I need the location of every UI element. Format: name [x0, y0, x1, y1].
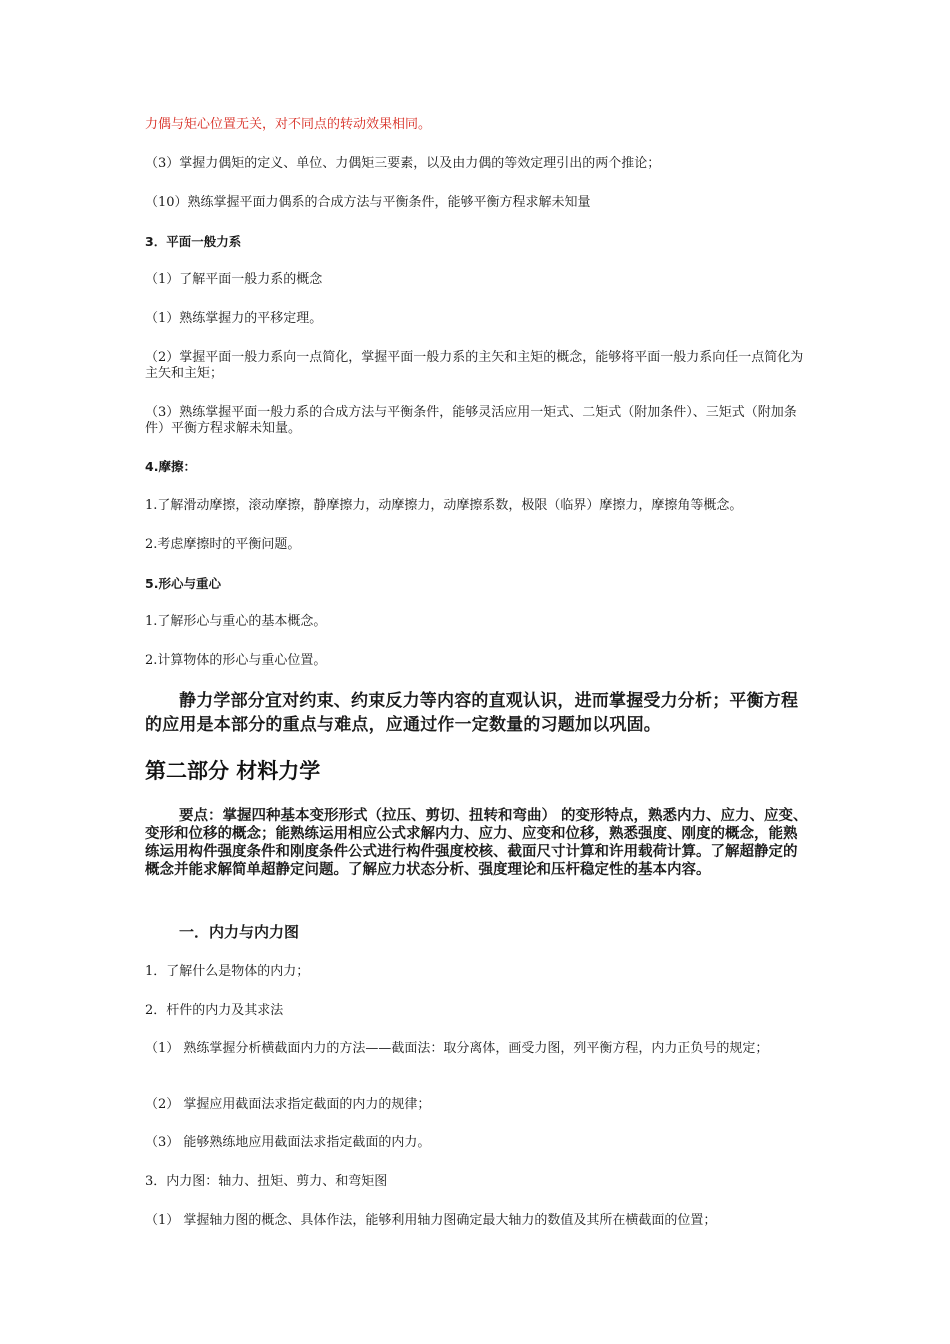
section-3-item-4: （3）熟练掌握平面一般力系的合成方法与平衡条件，能够灵活应用一矩式、二矩式（附加条件）、三矩式（附加条件）平衡方程求解未知量。	[145, 405, 797, 436]
section-3-title: 3．平面一般力系	[145, 234, 242, 249]
chapter-1-item-1: 1．了解什么是物体的内力；	[145, 964, 310, 979]
chapter-1-subitem-2: （2） 掌握应用截面法求指定截面的内力的规律；	[145, 1097, 431, 1112]
chapter-1-subitem-3: （3） 能够熟练地应用截面法求指定截面的内力。	[145, 1135, 431, 1150]
couple-definition-item: （3）掌握力偶矩的定义、单位、力偶矩三要素，以及由力偶的等效定理引出的两个推论；	[145, 156, 661, 171]
section-3-item-2: （1）熟练掌握力的平移定理。	[145, 311, 323, 326]
section-3-item-3: （2）掌握平面一般力系向一点简化，掌握平面一般力系的主矢和主矩的概念，能够将平面一般力系向任一点简化为主矢和主矩；	[145, 350, 804, 381]
chapter-1-title: 一．内力与内力图	[179, 923, 300, 941]
chapter-1-item-2: 2．杆件的内力及其求法	[145, 1003, 284, 1018]
part-2-keypoints: 要点：掌握四种基本变形形式（拉压、剪切、扭转和弯曲） 的变形特点，熟悉内力、应力、应变、变形和位移的概念；能熟练运用相应公式求解内力、应力、应变和位移，熟悉强度、刚度的概念，能熟练运用构件强度条件和刚度条件公式进行构件强度校核、截面尺寸计算和许用载荷计算。了解超静定的概念并能求解简单超静定问题。了解应力状态分析、强度理论和压杆稳定性的基本内容。	[145, 808, 808, 878]
chapter-1-subitem-1: （1） 熟练掌握分析横截面内力的方法——截面法：取分离体，画受力图，列平衡方程，内力正负号的规定；	[145, 1041, 769, 1056]
section-4-item-2: 2.考虑摩擦时的平衡问题。	[145, 537, 301, 552]
section-4-title: 4.摩擦：	[145, 459, 196, 474]
section-3-item-1: （1）了解平面一般力系的概念	[145, 272, 323, 287]
section-5-item-2: 2.计算物体的形心与重心位置。	[145, 653, 327, 668]
statics-summary: 静力学部分宜对约束、约束反力等内容的直观认识，进而掌握受力分析；平衡方程的应用是本部分的重点与难点，应通过作一定数量的习题加以巩固。	[145, 691, 799, 735]
chapter-1-subitem-4: （1） 掌握轴力图的概念、具体作法，能够利用轴力图确定最大轴力的数值及其所在横截面的位置；	[145, 1213, 717, 1228]
section-5-title: 5.形心与重心	[145, 576, 221, 591]
chapter-1-item-3: 3．内力图：轴力、扭矩、剪力、和弯矩图	[145, 1174, 388, 1189]
red-note: 力偶与矩心位置无关，对不同点的转动效果相同。	[145, 117, 432, 132]
section-5-item-1: 1.了解形心与重心的基本概念。	[145, 614, 327, 629]
part-2-heading: 第二部分 材料力学	[145, 759, 321, 783]
couple-equilibrium-item: （10）熟练掌握平面力偶系的合成方法与平衡条件，能够平衡方程求解未知量	[145, 195, 591, 210]
section-4-item-1: 1.了解滑动摩擦，滚动摩擦，静摩擦力，动摩擦力，动摩擦系数，极限（临界）摩擦力，摩擦角等概念。	[145, 498, 743, 513]
